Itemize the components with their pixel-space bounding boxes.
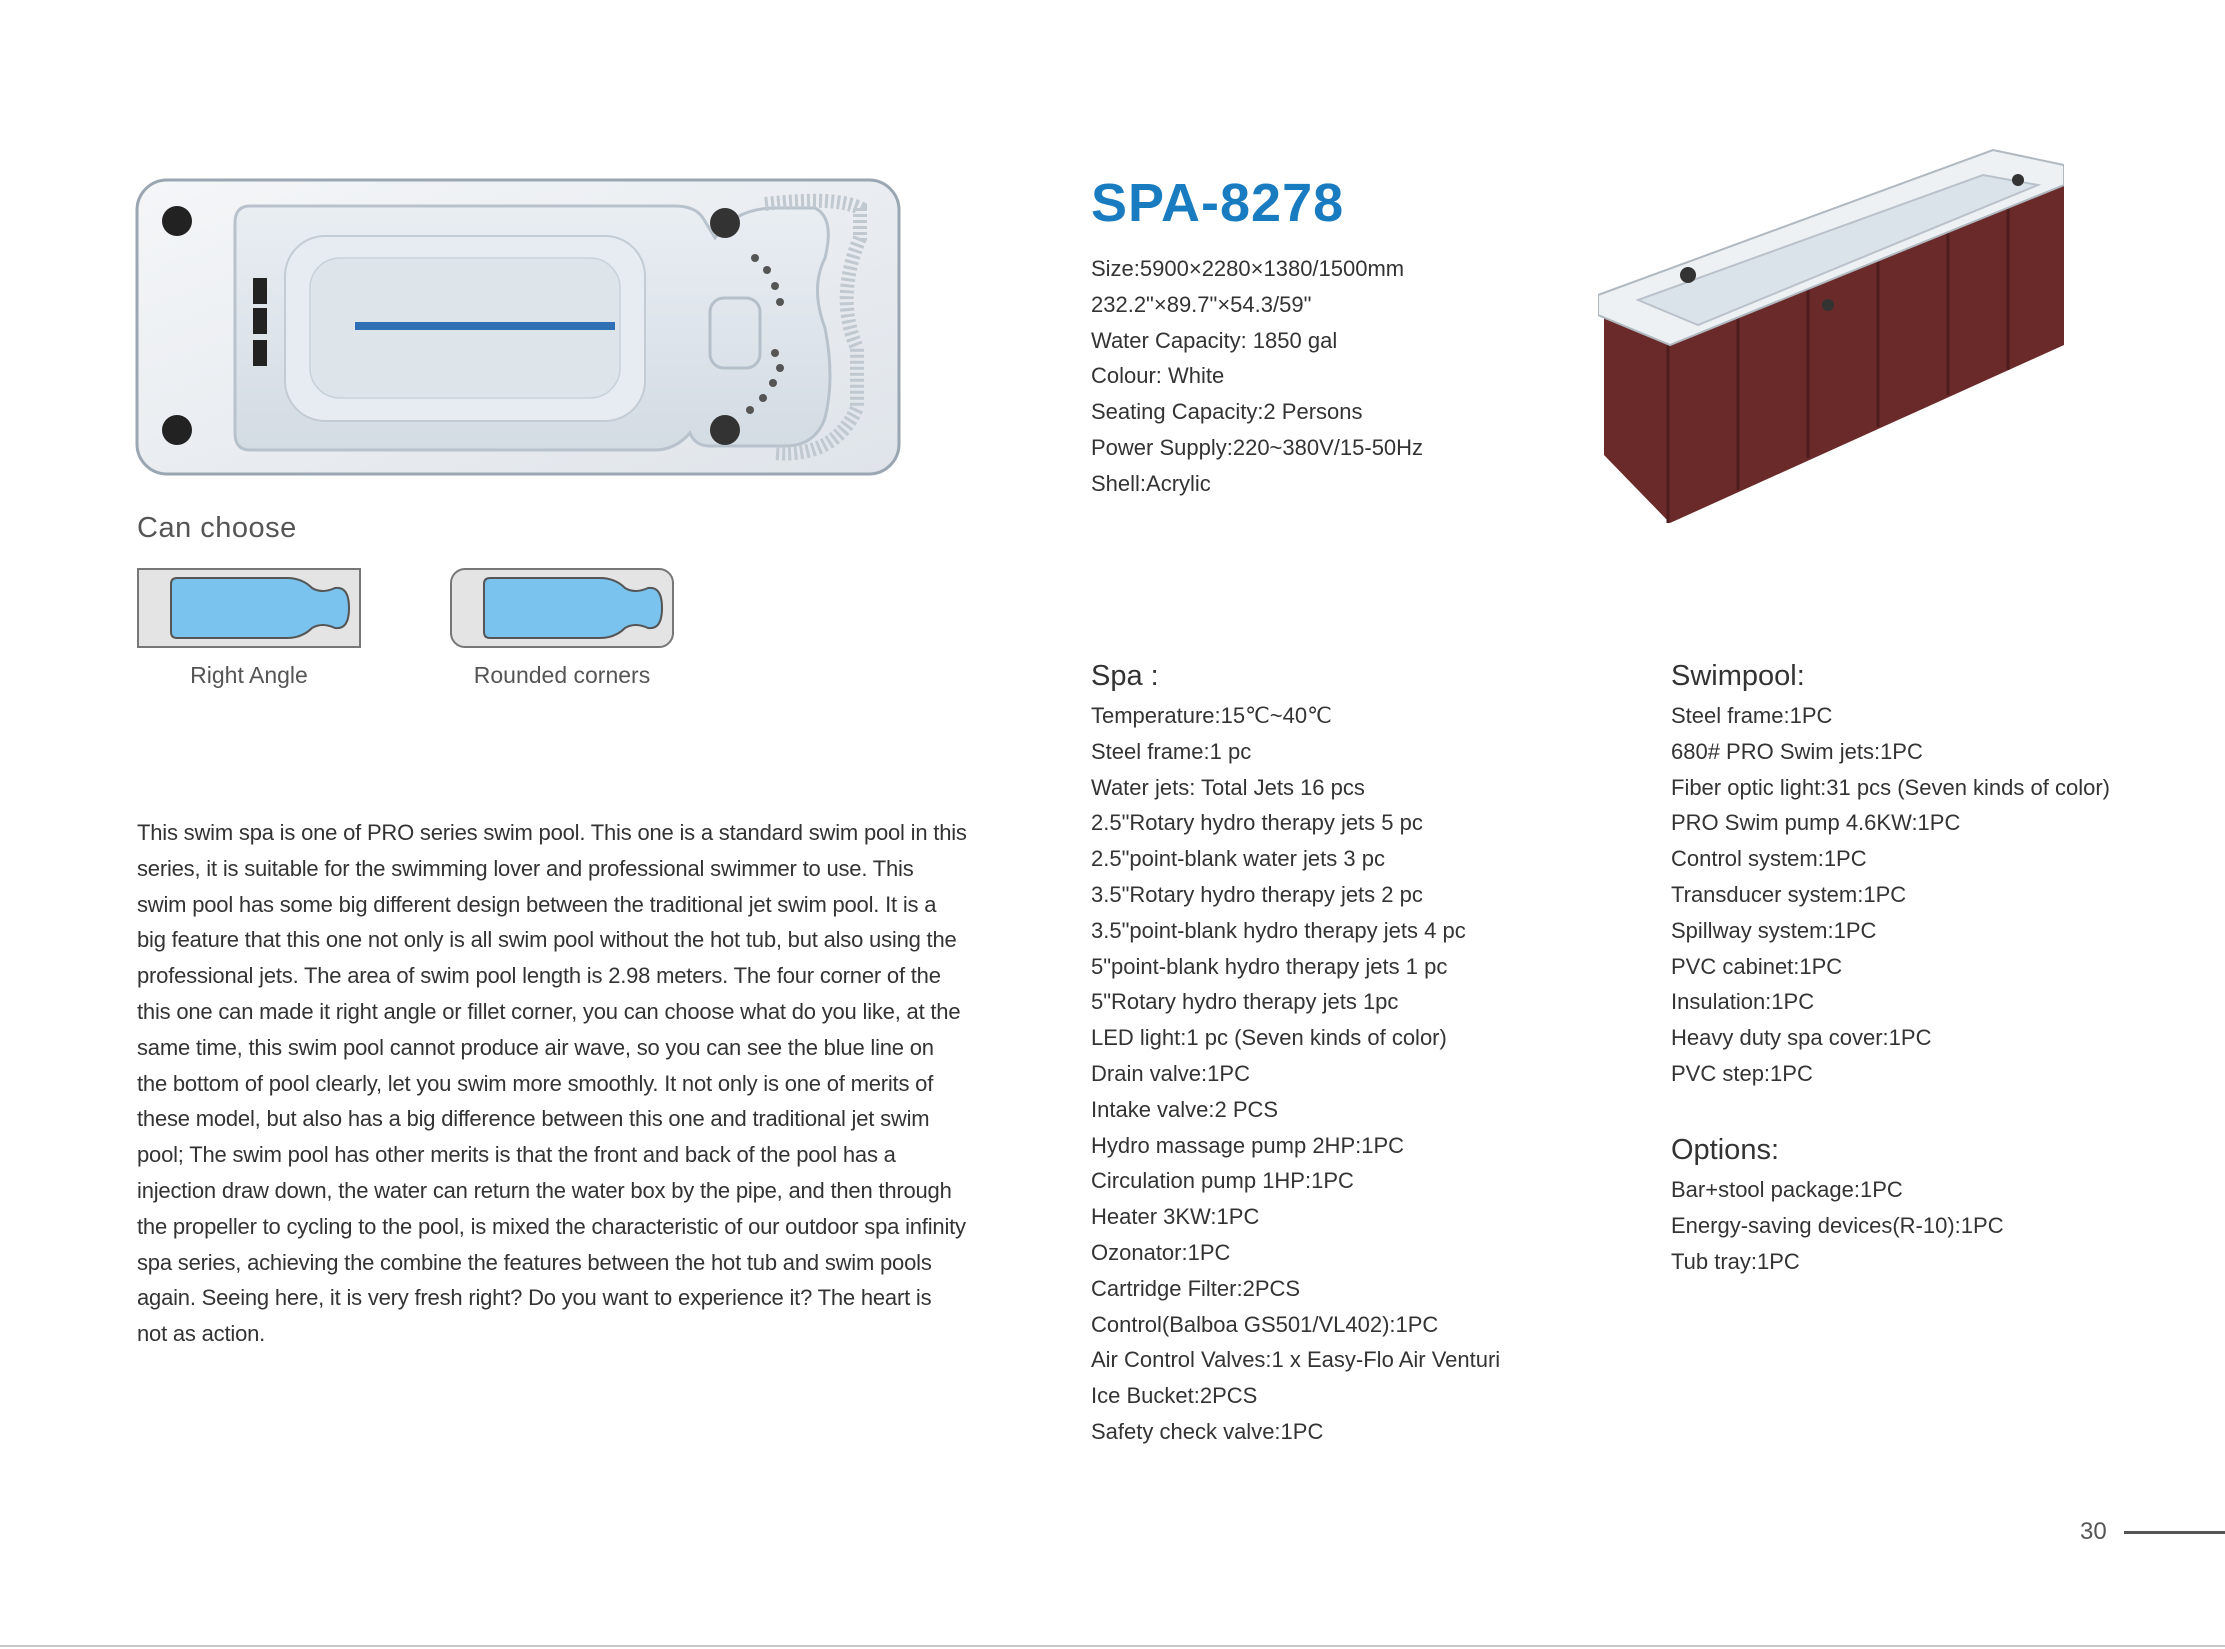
spa-item: Cartridge Filter:2PCS (1091, 1275, 1301, 1301)
page-number-rule (2124, 1531, 2225, 1534)
spa-item: 2.5"Rotary hydro therapy jets 5 pc (1091, 810, 1423, 836)
spa-item: Water jets: Total Jets 16 pcs (1091, 774, 1365, 800)
spa-item: Hydro massage pump 2HP:1PC (1091, 1132, 1405, 1158)
spec-size-mm: Size:5900×2280×1380/1500mm (1091, 256, 1405, 281)
spa-item: 3.5"point-blank hydro therapy jets 4 pc (1091, 917, 1466, 943)
option-item: Bar+stool package:1PC (1671, 1177, 1903, 1202)
right-angle-shape-image (137, 568, 361, 648)
swimpool-item: PVC cabinet:1PC (1671, 953, 1843, 979)
swimpool-item: Spillway system:1PC (1671, 917, 1877, 943)
spec-power: Power Supply:220~380V/15-50Hz (1091, 434, 1424, 460)
spec-size-inch: 232.2"×89.7"×54.3/59" (1091, 291, 1312, 317)
swimpool-list (1671, 654, 2110, 1092)
spa-top-view-image (135, 178, 901, 478)
swimpool-item: Transducer system:1PC (1671, 881, 1907, 907)
spa-item: Air Control Valves:1 x Easy-Flo Air Venturi (1091, 1347, 1501, 1373)
swimpool-heading: Swimpool: (1671, 660, 1805, 692)
spa-item: Drain valve:1PC (1091, 1060, 1250, 1086)
can-choose-title: Can choose (137, 512, 297, 544)
swimpool-item: PVC step:1PC (1671, 1060, 1813, 1086)
swimpool-item: 680# PRO Swim jets:1PC (1671, 738, 1923, 764)
swimpool-item: Insulation:1PC (1671, 989, 1815, 1015)
right-angle-caption: Right Angle (190, 662, 308, 688)
options-heading: Options: (1671, 1134, 1779, 1166)
bottom-divider (0, 1645, 2225, 1647)
spa-perspective-image (1598, 145, 2064, 525)
spa-item: 2.5"point-blank water jets 3 pc (1091, 846, 1385, 872)
spa-item: Circulation pump 1HP:1PC (1091, 1168, 1354, 1194)
swimpool-item: Steel frame:1PC (1671, 703, 1833, 728)
model-title: SPA-8278 (1091, 173, 1345, 233)
spec-shell: Shell:Acrylic (1091, 470, 1211, 496)
swimpool-item: Heavy duty spa cover:1PC (1671, 1025, 1932, 1051)
spec-colour: Colour: White (1091, 363, 1225, 389)
swimpool-item: Fiber optic light:31 pcs (Seven kinds of color) (1671, 774, 2110, 800)
spa-item: Heater 3KW:1PC (1091, 1204, 1260, 1230)
spec-list (1091, 251, 1423, 502)
spec-water-capacity: Water Capacity: 1850 gal (1091, 327, 1338, 353)
rounded-corners-shape-image (450, 568, 674, 648)
spa-list (1091, 654, 1500, 1450)
rounded-corners-caption: Rounded corners (473, 662, 651, 688)
product-description (137, 815, 967, 1352)
spa-item: 5"point-blank hydro therapy jets 1 pc (1091, 953, 1448, 979)
spa-item: Temperature:15℃~40℃ (1091, 703, 1332, 728)
spa-item: Control(Balboa GS501/VL402):1PC (1091, 1311, 1439, 1337)
options-list (1671, 1128, 2004, 1279)
spec-seating: Seating Capacity:2 Persons (1091, 399, 1363, 425)
spa-heading: Spa : (1091, 660, 1159, 692)
swimpool-item: Control system:1PC (1671, 846, 1867, 872)
swimpool-item: PRO Swim pump 4.6KW:1PC (1671, 810, 1961, 836)
spa-item: Ozonator:1PC (1091, 1239, 1231, 1265)
spa-item: 5"Rotary hydro therapy jets 1pc (1091, 989, 1399, 1015)
spa-item: Intake valve:2 PCS (1091, 1096, 1279, 1122)
option-item: Tub tray:1PC (1671, 1248, 1800, 1274)
spa-item: Steel frame:1 pc (1091, 738, 1252, 764)
description-text: This swim spa is one of PRO series swim pool. This one is a standard swim pool in this series, it is suitable for the swimming lover and professional swimmer to use. This swim pool has some big different design between the traditional jet swim pool. It is a big feature that this one not only is all swim pool without the hot tub, but also using the professional jets. The area of swim pool length is 2.98 meters. The four corner of the this one can made it right angle or fillet corner, you can choose what do you like, at the same time, this swim pool cannot produce air wave, so you can see the blue line on the bottom of pool clearly, let you swim more smoothly. It not only is one of merits of these model, but also has a big difference between this one and traditional jet swim pool; The swim pool has other merits is that the front and back of the pool has a injection draw down, the water can return the water box by the pipe, and then through the propeller to cycling to the pool, is mixed the characteristic of our outdoor spa infinity spa series, achieving the combine the features between the hot tub and swim pools again. Seeing here, it is very fresh right? Do you want to experience it? The heart is not as action. (137, 820, 967, 1347)
spa-item: Safety check valve:1PC (1091, 1418, 1324, 1444)
spa-item: Ice Bucket:2PCS (1091, 1383, 1258, 1409)
option-item: Energy-saving devices(R-10):1PC (1671, 1212, 2004, 1238)
page-number: 30 (2080, 1518, 2107, 1545)
spa-item: LED light:1 pc (Seven kinds of color) (1091, 1025, 1447, 1051)
spa-item: 3.5"Rotary hydro therapy jets 2 pc (1091, 881, 1423, 907)
